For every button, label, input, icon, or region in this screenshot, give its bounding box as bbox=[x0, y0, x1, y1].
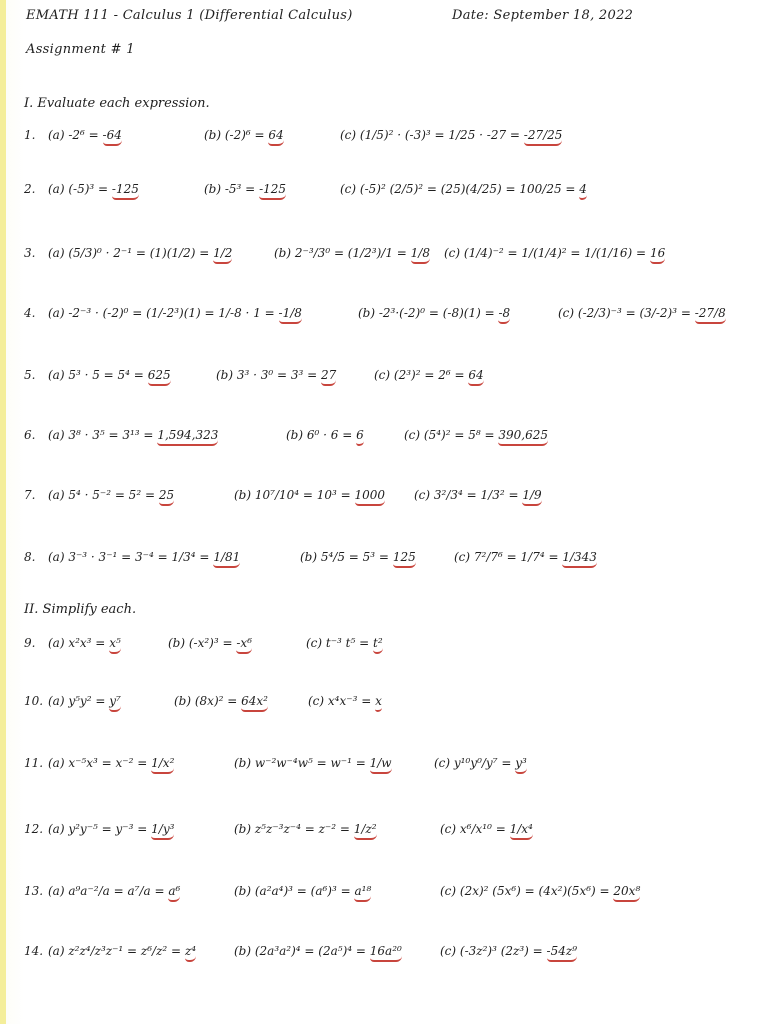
part-c-answer: t² bbox=[373, 636, 383, 654]
part-c-answer: 1/x⁴ bbox=[510, 822, 533, 840]
part-b-work: (b) (2a³a²)⁴ = (2a⁵)⁴ = bbox=[234, 944, 366, 958]
part-b bbox=[234, 822, 377, 840]
part-c bbox=[374, 368, 484, 386]
problem-row bbox=[24, 874, 754, 914]
part-a bbox=[48, 246, 232, 264]
part-c-work: (c) t⁻³ t⁵ = bbox=[306, 636, 370, 650]
part-c-answer: y³ bbox=[515, 756, 527, 774]
part-a bbox=[48, 182, 139, 200]
problem-number: 14. bbox=[24, 944, 44, 958]
part-a bbox=[48, 428, 218, 446]
section-heading-simplify: II. Simplify each. bbox=[24, 602, 137, 617]
part-b bbox=[300, 550, 416, 568]
problem-row bbox=[24, 934, 754, 974]
part-b bbox=[234, 756, 392, 774]
part-c bbox=[340, 128, 562, 146]
part-b-answer: 16a²⁰ bbox=[370, 944, 402, 962]
part-c-work: (c) x⁴x⁻³ = bbox=[308, 694, 372, 708]
problem-row bbox=[24, 236, 754, 276]
part-c-work: (c) (2x)² (5x⁶) = (4x²)(5x⁶) = bbox=[440, 884, 610, 898]
part-a-work: (a) -2⁻³ · (-2)⁰ = (1/-2³)(1) = 1/-8 · 1 = bbox=[48, 306, 275, 320]
part-b bbox=[274, 246, 430, 264]
problem-number: 12. bbox=[24, 822, 44, 836]
part-b bbox=[234, 944, 402, 962]
part-b-answer: 1/8 bbox=[411, 246, 430, 264]
part-c bbox=[434, 756, 527, 774]
part-b-work: (b) z⁵z⁻³z⁻⁴ = z⁻² = bbox=[234, 822, 350, 836]
part-a bbox=[48, 488, 174, 506]
problem-number: 11. bbox=[24, 756, 44, 770]
part-a-answer: 625 bbox=[148, 368, 171, 386]
part-c-work: (c) (1/5)² · (-3)³ = 1/25 · -27 = bbox=[340, 128, 520, 142]
part-b-answer: 27 bbox=[321, 368, 336, 386]
assignment-title: Assignment # 1 bbox=[26, 42, 135, 57]
part-c-answer: 1/343 bbox=[562, 550, 597, 568]
part-a-answer: a⁶ bbox=[168, 884, 180, 902]
part-c bbox=[440, 884, 640, 902]
part-b-work: (b) (-2)⁶ = bbox=[204, 128, 265, 142]
part-a-answer: x⁵ bbox=[109, 636, 121, 654]
part-c bbox=[306, 636, 383, 654]
section-heading-evaluate: I. Evaluate each expression. bbox=[24, 96, 210, 111]
part-a-answer: -64 bbox=[103, 128, 122, 146]
problem-number: 6. bbox=[24, 428, 36, 442]
part-c-answer: x bbox=[375, 694, 382, 712]
problem-row bbox=[24, 418, 754, 458]
part-a bbox=[48, 756, 174, 774]
part-b-answer: -8 bbox=[498, 306, 510, 324]
part-b-answer: 64x² bbox=[241, 694, 268, 712]
part-b-work: (b) 10⁷/10⁴ = 10³ = bbox=[234, 488, 351, 502]
part-a-work: (a) (-5)³ = bbox=[48, 182, 109, 196]
part-b bbox=[204, 128, 284, 146]
part-a-work: (a) x⁻⁵x³ = x⁻² = bbox=[48, 756, 148, 770]
part-c-work: (c) x⁶/x¹⁰ = bbox=[440, 822, 506, 836]
part-b-work: (b) (-x²)³ = bbox=[168, 636, 233, 650]
part-c-work: (c) (1/4)⁻² = 1/(1/4)² = 1/(1/16) = bbox=[444, 246, 647, 260]
part-a bbox=[48, 694, 121, 712]
problem-number: 9. bbox=[24, 636, 36, 650]
part-c-work: (c) 7²/7⁶ = 1/7⁴ = bbox=[454, 550, 559, 564]
part-c bbox=[414, 488, 542, 506]
part-a-work: (a) x²x³ = bbox=[48, 636, 106, 650]
problem-number: 4. bbox=[24, 306, 36, 320]
part-a-work: (a) a⁹a⁻²/a = a⁷/a = bbox=[48, 884, 165, 898]
part-c-answer: -27/25 bbox=[524, 128, 563, 146]
part-c-answer: 1/9 bbox=[522, 488, 541, 506]
problem-row bbox=[24, 626, 754, 666]
part-a-answer: z⁴ bbox=[185, 944, 196, 962]
part-b-work: (b) -2³·(-2)⁰ = (-8)(1) = bbox=[358, 306, 495, 320]
part-a bbox=[48, 636, 121, 654]
part-c-work: (c) y¹⁰y⁰/y⁷ = bbox=[434, 756, 512, 770]
part-a bbox=[48, 822, 174, 840]
part-b-answer: 6 bbox=[356, 428, 364, 446]
part-b-work: (b) (a²a⁴)³ = (a⁶)³ = bbox=[234, 884, 351, 898]
part-c bbox=[308, 694, 382, 712]
part-a-answer: 1/y³ bbox=[151, 822, 174, 840]
part-a-work: (a) -2⁶ = bbox=[48, 128, 99, 142]
part-a-work: (a) 5³ · 5 = 5⁴ = bbox=[48, 368, 144, 382]
part-c-work: (c) (-5)² (2/5)² = (25)(4/25) = 100/25 = bbox=[340, 182, 576, 196]
problem-row bbox=[24, 746, 754, 786]
problem-number: 1. bbox=[24, 128, 36, 142]
problem-number: 2. bbox=[24, 182, 36, 196]
part-a bbox=[48, 884, 180, 902]
part-a-answer: -125 bbox=[112, 182, 139, 200]
part-a-answer: 1/81 bbox=[213, 550, 240, 568]
part-b-work: (b) 2⁻³/3⁰ = (1/2³)/1 = bbox=[274, 246, 407, 260]
part-a-answer: y⁷ bbox=[109, 694, 121, 712]
part-b-answer: 64 bbox=[268, 128, 283, 146]
problem-row bbox=[24, 358, 754, 398]
assignment-date: Date: September 18, 2022 bbox=[452, 8, 634, 23]
part-c bbox=[558, 306, 726, 324]
part-b-answer: -125 bbox=[259, 182, 286, 200]
part-a-work: (a) 3⁻³ · 3⁻¹ = 3⁻⁴ = 1/3⁴ = bbox=[48, 550, 210, 564]
part-a-work: (a) 3⁸ · 3⁵ = 3¹³ = bbox=[48, 428, 154, 442]
part-b-work: (b) 6⁰ · 6 = bbox=[286, 428, 353, 442]
part-b-answer: 1/w bbox=[370, 756, 392, 774]
part-b-answer: 1/z² bbox=[354, 822, 377, 840]
part-c-answer: 390,625 bbox=[498, 428, 548, 446]
part-b bbox=[168, 636, 252, 654]
problem-row bbox=[24, 118, 754, 158]
part-c-answer: 4 bbox=[579, 182, 587, 200]
part-b-answer: -x⁶ bbox=[236, 636, 252, 654]
part-c-work: (c) (5⁴)² = 5⁸ = bbox=[404, 428, 495, 442]
part-a bbox=[48, 550, 240, 568]
part-a-work: (a) y²y⁻⁵ = y⁻³ = bbox=[48, 822, 148, 836]
part-c-answer: 20x⁸ bbox=[613, 884, 640, 902]
part-b-work: (b) 3³ · 3⁰ = 3³ = bbox=[216, 368, 318, 382]
part-b-work: (b) 5⁴/5 = 5³ = bbox=[300, 550, 389, 564]
problem-number: 8. bbox=[24, 550, 36, 564]
part-a-work: (a) 5⁴ · 5⁻² = 5² = bbox=[48, 488, 155, 502]
problem-row bbox=[24, 478, 754, 518]
part-c bbox=[440, 944, 577, 962]
part-b bbox=[286, 428, 364, 446]
problem-number: 13. bbox=[24, 884, 44, 898]
part-c bbox=[404, 428, 548, 446]
problem-number: 7. bbox=[24, 488, 36, 502]
part-a bbox=[48, 368, 171, 386]
part-a-answer: 1/x² bbox=[151, 756, 174, 774]
problem-number: 10. bbox=[24, 694, 44, 708]
problem-row bbox=[24, 296, 754, 336]
problem-number: 3. bbox=[24, 246, 36, 260]
part-a-work: (a) z²z⁴/z³z⁻¹ = z⁶/z² = bbox=[48, 944, 182, 958]
part-b-work: (b) -5³ = bbox=[204, 182, 256, 196]
part-b bbox=[174, 694, 268, 712]
problem-number: 5. bbox=[24, 368, 36, 382]
part-c-answer: -27/8 bbox=[695, 306, 726, 324]
problem-row bbox=[24, 812, 754, 852]
part-a-answer: -1/8 bbox=[279, 306, 302, 324]
part-b bbox=[358, 306, 510, 324]
part-b bbox=[216, 368, 336, 386]
part-a bbox=[48, 306, 302, 324]
part-c-answer: 64 bbox=[468, 368, 483, 386]
problem-row bbox=[24, 172, 754, 212]
part-b bbox=[204, 182, 286, 200]
part-c-answer: -54z⁹ bbox=[547, 944, 577, 962]
part-b-answer: 125 bbox=[393, 550, 416, 568]
part-c-work: (c) (2³)² = 2⁶ = bbox=[374, 368, 465, 382]
problem-row bbox=[24, 540, 754, 580]
part-c bbox=[454, 550, 597, 568]
part-c bbox=[444, 246, 665, 264]
part-c-work: (c) (-3z²)³ (2z³) = bbox=[440, 944, 543, 958]
part-a-work: (a) (5/3)⁰ · 2⁻¹ = (1)(1/2) = bbox=[48, 246, 210, 260]
part-b-work: (b) w⁻²w⁻⁴w⁵ = w⁻¹ = bbox=[234, 756, 366, 770]
part-c bbox=[340, 182, 587, 200]
part-a bbox=[48, 944, 196, 962]
part-c bbox=[440, 822, 533, 840]
part-b-answer: 1000 bbox=[355, 488, 386, 506]
part-b bbox=[234, 488, 385, 506]
part-b bbox=[234, 884, 371, 902]
part-c-answer: 16 bbox=[650, 246, 665, 264]
course-title: EMATH 111 - Calculus 1 (Differential Calculus) bbox=[26, 8, 353, 23]
part-b-answer: a¹⁸ bbox=[354, 884, 371, 902]
part-a-answer: 1,594,323 bbox=[157, 428, 218, 446]
problem-row bbox=[24, 684, 754, 724]
part-b-work: (b) (8x)² = bbox=[174, 694, 238, 708]
part-a bbox=[48, 128, 122, 146]
part-a-work: (a) y⁵y² = bbox=[48, 694, 106, 708]
part-a-answer: 1/2 bbox=[213, 246, 232, 264]
part-c-work: (c) 3²/3⁴ = 1/3² = bbox=[414, 488, 519, 502]
part-c-work: (c) (-2/3)⁻³ = (3/-2)³ = bbox=[558, 306, 691, 320]
part-a-answer: 25 bbox=[159, 488, 174, 506]
